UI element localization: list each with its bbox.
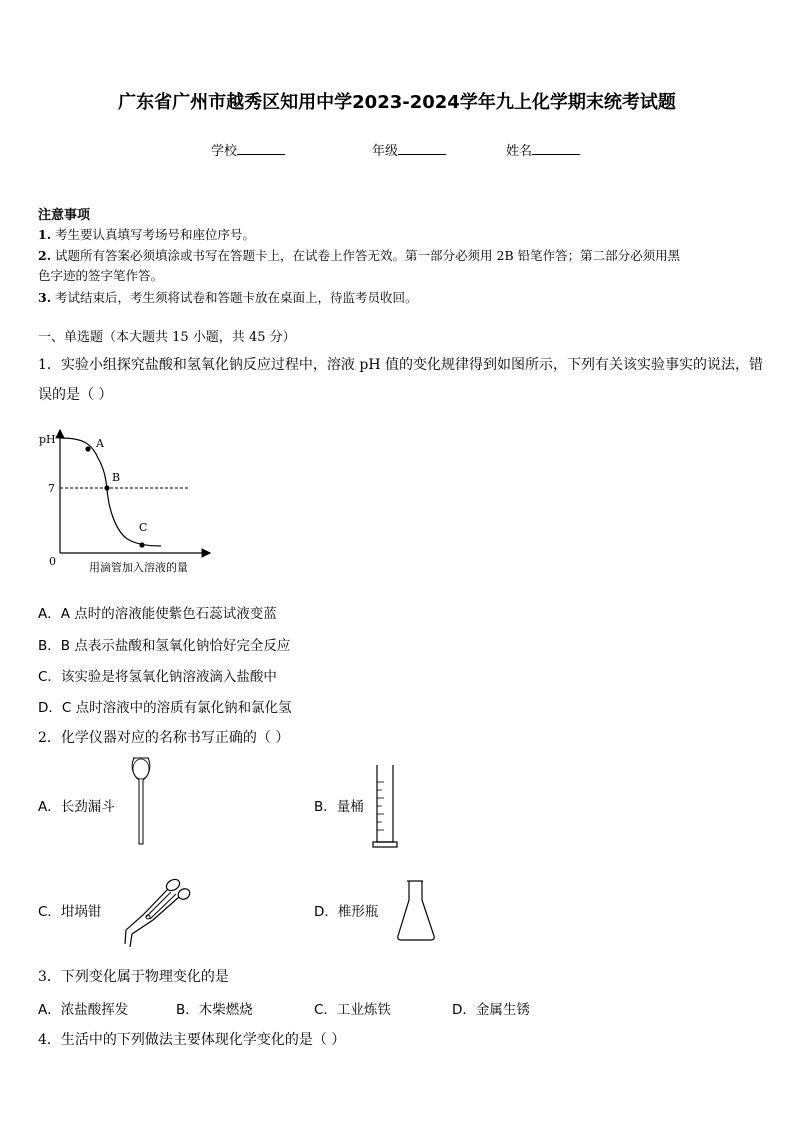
page-title: 广东省广州市越秀区知用中学2023-2024学年九上化学期末统考试题 — [118, 92, 676, 113]
note-item-continuation: 色字迹的签字笔作答。 — [38, 268, 164, 283]
point-c-marker — [139, 542, 144, 547]
note-item: 2. 试题所有答案必须填涂或书写在答题卡上，在试卷上作答无效。第一部分必须用 2B 铅笔作答；第二部分必须用黑 — [38, 248, 681, 263]
question-1-stem-cont: 误的是（ ） — [38, 387, 113, 403]
question-1-option-b[interactable]: B．B 点表示盐酸和氢氧化钠恰好完全反应 — [38, 638, 291, 654]
school-label: 学校 — [211, 144, 238, 159]
point-a-label: A — [96, 437, 104, 450]
tick-7-label: 7 — [48, 482, 55, 495]
grade-blank — [398, 142, 446, 155]
point-a-marker — [85, 446, 90, 451]
name-label: 姓名 — [506, 144, 533, 159]
question-2-option-d[interactable]: D．椎形瓶 — [314, 904, 379, 920]
note-item: 3. 考试结束后，考生须将试卷和答题卡放在桌面上，待监考员收回。 — [38, 290, 418, 305]
x-axis-label: 用滴管加入溶液的量 — [89, 561, 188, 574]
question-2-option-a[interactable]: A．长劲漏斗 — [38, 799, 115, 815]
school-field — [211, 140, 285, 159]
question-4-stem: 4．生活中的下列做法主要体现化学变化的是（ ） — [38, 1032, 346, 1048]
section-heading: 一、单选题（本大题共 15 小题，共 45 分） — [38, 330, 296, 345]
ph-curve-figure — [36, 420, 226, 580]
question-2-option-b[interactable]: B．量桶 — [314, 799, 364, 815]
point-b-marker — [104, 485, 109, 490]
conical-flask-icon — [395, 878, 437, 944]
question-2-option-c[interactable]: C．坩埚钳 — [38, 904, 102, 920]
y-axis-label: pH — [39, 433, 56, 446]
question-3-option-b[interactable]: B．木柴燃烧 — [176, 1002, 253, 1018]
question-3-option-d[interactable]: D．金属生锈 — [452, 1002, 530, 1018]
question-1-option-d[interactable]: D．C 点时溶液中的溶质有氯化钠和氯化氢 — [38, 700, 292, 716]
school-blank — [237, 142, 285, 155]
long-neck-funnel-icon — [128, 752, 154, 850]
question-1-stem: 1．实验小组探究盐酸和氢氧化钠反应过程中，溶液 pH 值的变化规律得到如图所示，下列有关该实验事实的说法，错 — [38, 357, 763, 373]
question-3-stem: 3．下列变化属于物理变化的是 — [38, 969, 229, 985]
crucible-tongs-icon — [118, 870, 198, 950]
question-1-option-c[interactable]: C．该实验是将氢氧化钠溶液滴入盐酸中 — [38, 669, 277, 685]
question-2-stem: 2．化学仪器对应的名称书写正确的（ ） — [38, 730, 290, 746]
name-field — [506, 140, 580, 159]
grade-label: 年级 — [372, 144, 399, 159]
name-blank — [532, 142, 580, 155]
question-1-option-a[interactable]: A．A 点时的溶液能使紫色石蕊试液变蓝 — [38, 606, 277, 622]
point-c-label: C — [139, 521, 148, 534]
origin-label: 0 — [49, 555, 56, 568]
note-item: 1. 考生要认真填写考场号和座位序号。 — [38, 227, 256, 242]
question-3-option-c[interactable]: C．工业炼铁 — [314, 1002, 391, 1018]
question-3-option-a[interactable]: A．浓盐酸挥发 — [38, 1002, 129, 1018]
notes-heading: 注意事项 — [38, 208, 91, 223]
graduated-cylinder-icon — [370, 762, 400, 852]
point-b-label: B — [112, 471, 121, 484]
grade-field — [372, 140, 446, 159]
